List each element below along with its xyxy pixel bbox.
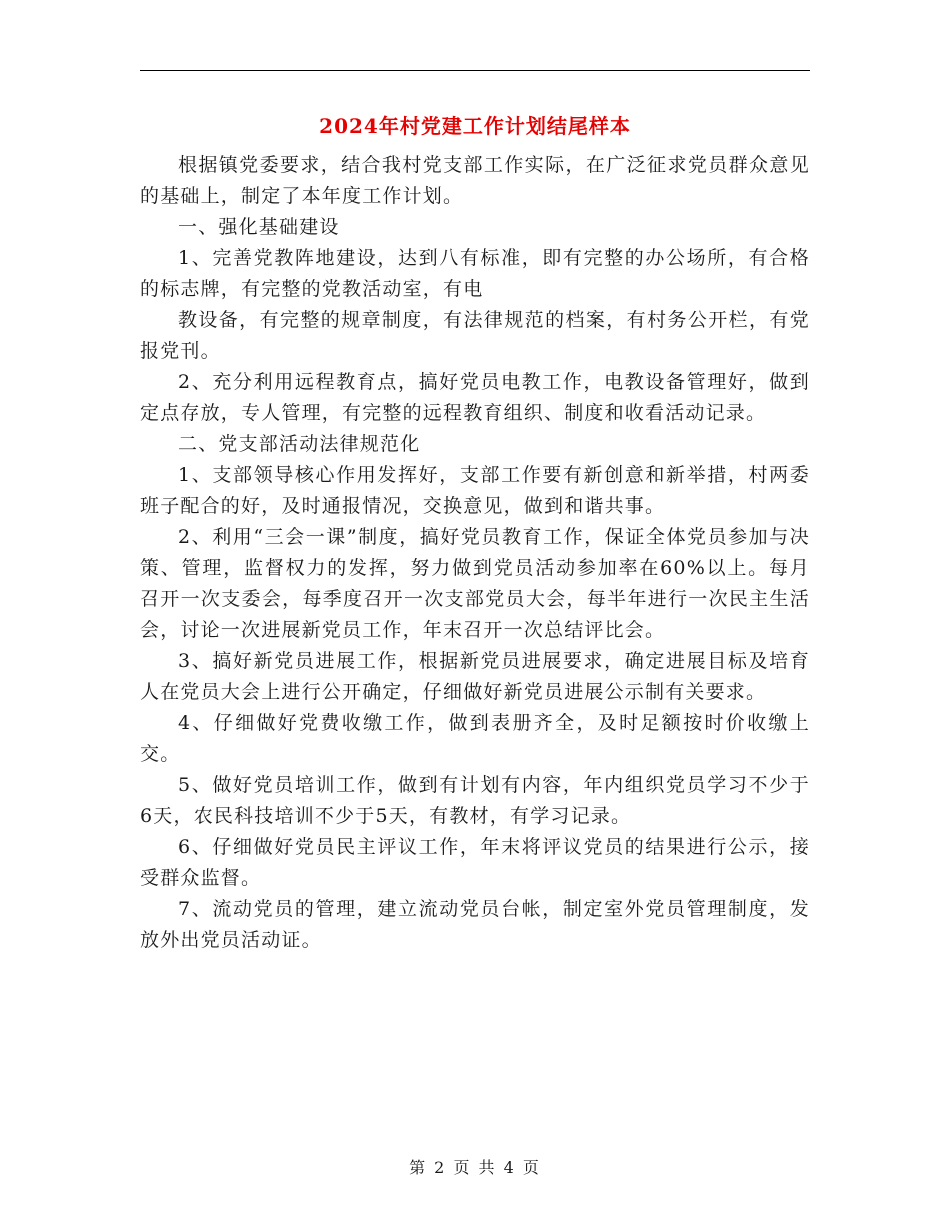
section-heading-2: 二、党支部活动法律规范化: [178, 433, 421, 455]
paragraph-2-2: 2、利用“三会一课”制度，搞好党员教育工作，保证全体党员参加与决策、管理，监督权力的发挥，努力做到党员活动参加率在60%以上。每月召开一次支委会，每季度召开一次支部党员大会，每半年进行一次民主生活会，讨论一次进展新党员工作，年末召开一次总结评比会。: [140, 526, 810, 641]
paragraph-2-5: 5、做好党员培训工作，做到有计划有内容，年内组织党员学习不少于6天，农民科技培训不少于5天，有教材，有学习记录。: [140, 774, 810, 827]
paragraph-2-3: 3、搞好新党员进展工作，根据新党员进展要求，确定进展目标及培育人在党员大会上进行公开确定，仔细做好新党员进展公示制有关要求。: [140, 650, 810, 703]
paragraph-2-6: 6、仔细做好党员民主评议工作，年末将评议党员的结果进行公示，接受群众监督。: [140, 836, 810, 889]
paragraph-2-7: 7、流动党员的管理，建立流动党员台帐，制定室外党员管理制度，发放外出党员活动证。: [140, 898, 810, 951]
section-heading-1: 一、强化基础建设: [178, 216, 340, 238]
paragraph-intro: 根据镇党委要求，结合我村党支部工作实际，在广泛征求党员群众意见的基础上，制定了本年度工作计划。: [140, 154, 810, 207]
header-rule: [140, 70, 810, 71]
paragraph-1-1-continued: 教设备，有完整的规章制度，有法律规范的档案，有村务公开栏，有党报党刊。: [140, 309, 810, 362]
paragraph-2-4: 4、仔细做好党费收缴工作，做到表册齐全，及时足额按时价收缴上交。: [140, 712, 810, 765]
paragraph-1-1: 1、完善党教阵地建设，达到八有标准，即有完整的办公场所，有合格的标志牌，有完整的党教活动室，有电: [140, 247, 810, 300]
paragraph-2-1: 1、支部领导核心作用发挥好，支部工作要有新创意和新举措，村两委班子配合的好，及时通报情况，交换意见，做到和谐共事。: [140, 464, 810, 517]
page-footer: 第 2 页 共 4 页: [409, 1158, 541, 1177]
paragraph-1-2: 2、充分利用远程教育点，搞好党员电教工作，电教设备管理好，做到定点存放，专人管理，有完整的远程教育组织、制度和收看活动记录。: [140, 371, 810, 424]
document-body: [140, 150, 810, 956]
document-title: 2024年村党建工作计划结尾样本: [319, 114, 631, 138]
